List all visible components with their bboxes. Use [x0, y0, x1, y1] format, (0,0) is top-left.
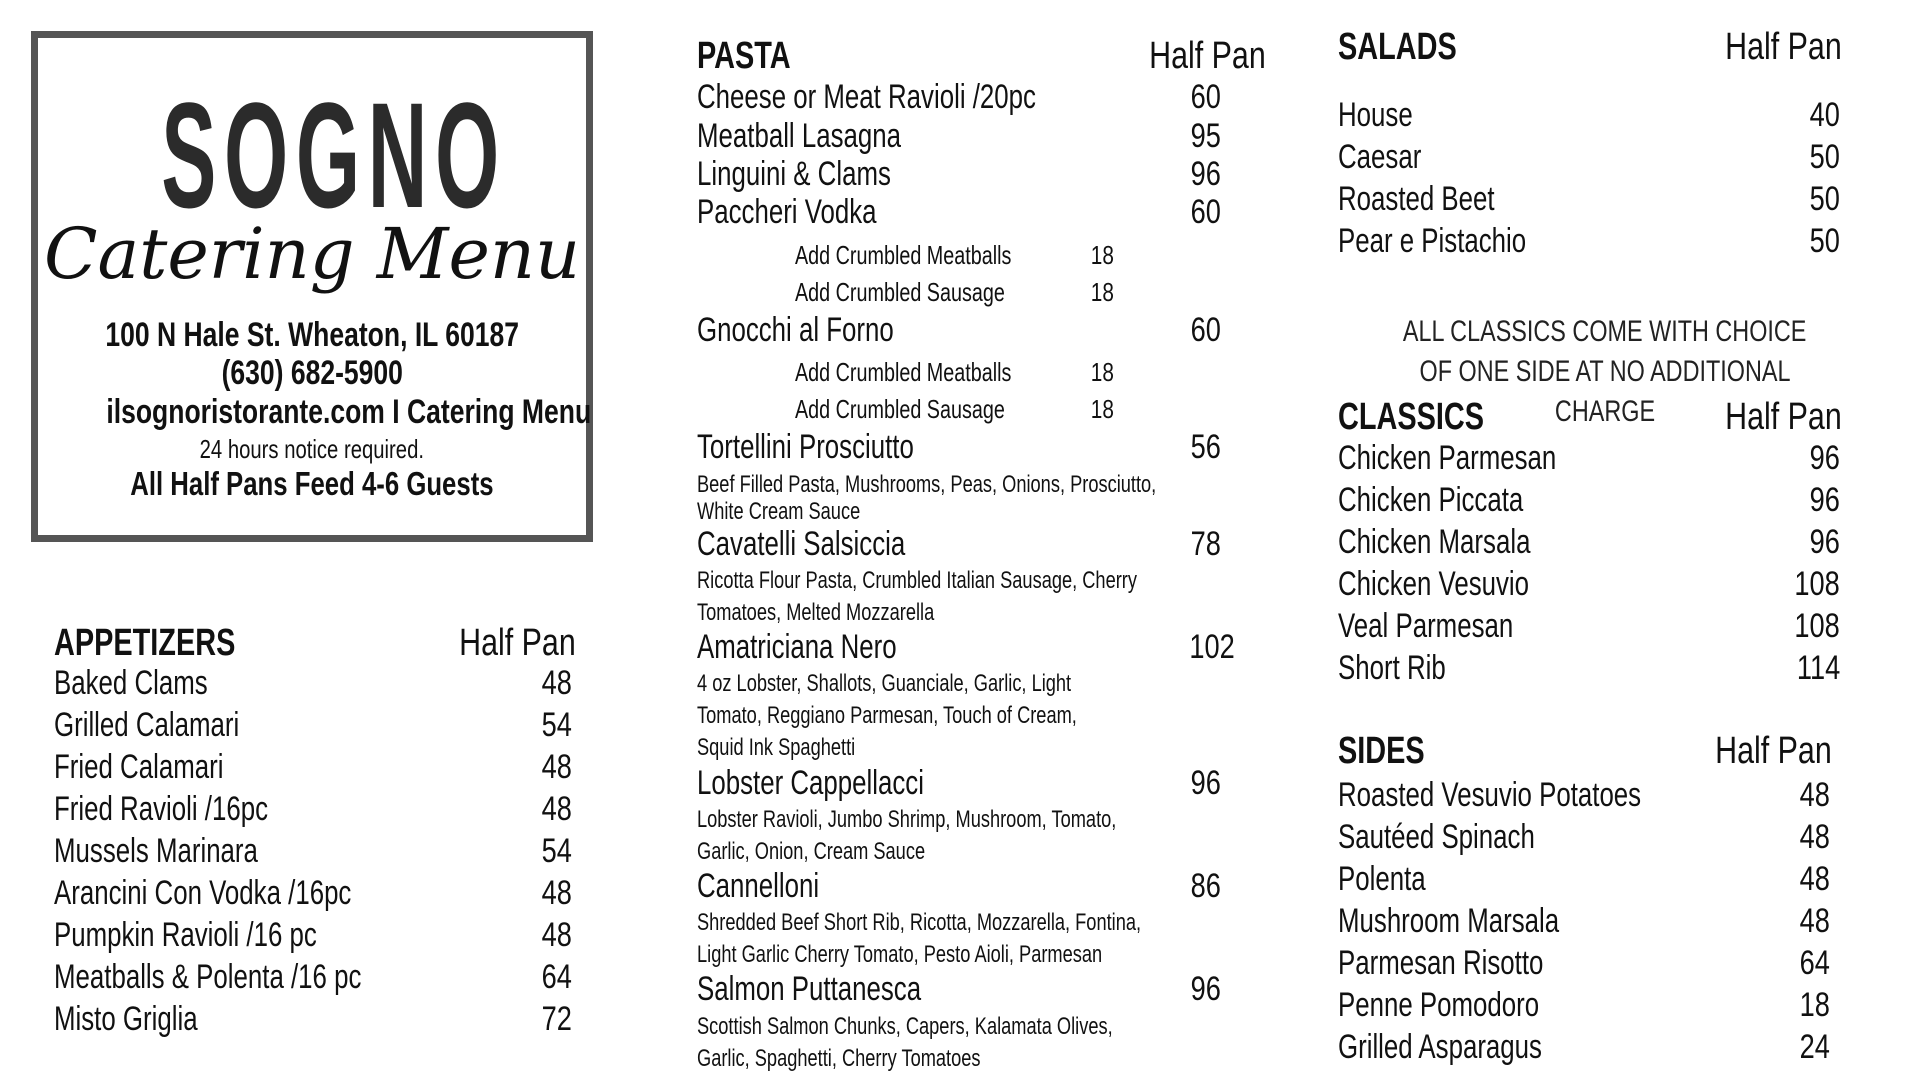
item-price: 96 — [1190, 970, 1221, 1008]
item-name: Grilled Calamari — [54, 706, 240, 744]
section-title: APPETIZERS — [54, 622, 236, 664]
item-price: 50 — [1809, 222, 1840, 260]
item-name: Add Crumbled Sausage — [795, 277, 1005, 307]
item-description: Ricotta Flour Pasta, Crumbled Italian Sausage, Cherry — [697, 567, 1137, 594]
item-price: 96 — [1809, 481, 1840, 519]
menu-item — [1338, 986, 1603, 1025]
item-price: 50 — [1809, 138, 1840, 176]
menu-item — [1338, 481, 1582, 520]
menu-item — [697, 78, 1143, 117]
item-price: 40 — [1809, 96, 1840, 134]
half-pan-header: Half Pan — [1725, 26, 1842, 68]
item-price: 60 — [1190, 78, 1221, 116]
menu-item — [54, 874, 445, 913]
item-name: Chicken Vesuvio — [1338, 565, 1530, 603]
item-name: Add Crumbled Sausage — [795, 394, 1005, 424]
item-price: 56 — [1190, 428, 1221, 466]
item-name: Roasted Vesuvio Potatoes — [1338, 776, 1642, 814]
item-name: Polenta — [1338, 860, 1426, 898]
menu-item — [1338, 944, 1608, 983]
menu-item — [1338, 607, 1569, 646]
item-name: Add Crumbled Meatballs — [795, 240, 1012, 270]
item-name: Chicken Parmesan — [1338, 439, 1557, 477]
menu-item — [54, 1000, 243, 1039]
menu-item — [1338, 776, 1737, 815]
item-description: Beef Filled Pasta, Mushrooms, Peas, Onions, Prosciutto, — [697, 471, 1157, 498]
item-count: 16 pc — [253, 916, 317, 954]
item-price: 95 — [1190, 117, 1221, 155]
item-price: 18 — [1090, 394, 1114, 424]
item-price: 72 — [541, 1000, 572, 1038]
item-name: Gnocchi al Forno — [697, 311, 894, 349]
item-name: Fried Ravioli /16pc — [54, 790, 268, 828]
logo-box — [31, 31, 593, 542]
item-price: 48 — [541, 874, 572, 912]
menu-item — [697, 155, 952, 194]
section-title: SALADS — [1338, 26, 1457, 68]
item-name: Mushroom Marsala — [1338, 902, 1560, 940]
item-name: Roasted Beet — [1338, 180, 1495, 218]
menu-item — [54, 790, 336, 829]
item-name: Baked Clams — [54, 664, 208, 702]
item-description: Shredded Beef Short Rib, Ricotta, Mozzarella, Fontina, — [697, 909, 1142, 936]
menu-item — [54, 958, 458, 997]
menu-item — [1338, 649, 1480, 688]
item-count: 16pc — [211, 790, 268, 828]
address: 100 N Hale St. Wheaton, IL 60187 — [105, 316, 519, 354]
item-price: 48 — [541, 916, 572, 954]
item-name: Pear e Pistachio — [1338, 222, 1527, 260]
item-description: White Cream Sauce — [697, 498, 861, 525]
menu-item — [795, 277, 1071, 308]
item-price: 54 — [541, 706, 572, 744]
item-price: 60 — [1190, 193, 1221, 231]
brand-logo: SOGNO — [161, 71, 507, 239]
feeds-text: All Half Pans Feed 4-6 Guests — [130, 465, 494, 502]
item-price: 24 — [1799, 1028, 1830, 1066]
item-description: Tomato, Reggiano Parmesan, Touch of Cream, — [697, 702, 1077, 729]
menu-item — [697, 628, 960, 667]
item-price: 48 — [1799, 860, 1830, 898]
menu-item — [795, 394, 1071, 425]
item-price: 50 — [1809, 180, 1840, 218]
item-price: 48 — [541, 748, 572, 786]
menu-item — [1338, 222, 1586, 261]
item-description: Tomatoes, Melted Mozzarella — [697, 599, 935, 626]
menu-subtitle: Catering Menu — [43, 213, 581, 295]
item-name: Penne Pomodoro — [1338, 986, 1540, 1024]
menu-item — [697, 193, 933, 232]
item-price: 86 — [1190, 867, 1221, 905]
menu-item — [697, 428, 982, 467]
menu-item — [697, 970, 992, 1009]
item-price: 54 — [541, 832, 572, 870]
item-description: Lobster Ravioli, Jumbo Shrimp, Mushroom, Tomato, — [697, 806, 1117, 833]
item-price: 64 — [1799, 944, 1830, 982]
half-pan-header: Half Pan — [1725, 396, 1842, 438]
item-name: Meatball Lasagna — [697, 117, 902, 155]
item-name: Chicken Piccata — [1338, 481, 1524, 519]
item-name: Amatriciana Nero — [697, 628, 897, 666]
half-pan-header: Half Pan — [1149, 35, 1266, 77]
notice-text: 24 hours notice required. — [199, 434, 425, 464]
menu-item — [1338, 96, 1436, 135]
item-price: 114 — [1796, 649, 1840, 687]
classics-notice: ALL CLASSICS COME WITH CHOICE OF ONE SIDE AT NO ADDITIONAL CHARGE — [1403, 315, 1807, 428]
item-price: 48 — [541, 664, 572, 702]
section-title: CLASSICS — [1338, 396, 1485, 438]
item-name: Caesar — [1338, 138, 1422, 176]
item-name: Cheese or Meat Ravioli /20pc — [697, 78, 1036, 116]
half-pan-header: Half Pan — [459, 622, 576, 664]
item-price: 64 — [541, 958, 572, 996]
item-name: Tortellini Prosciutto — [697, 428, 914, 466]
item-price: 78 — [1190, 525, 1221, 563]
menu-item — [54, 916, 400, 955]
menu-item — [54, 832, 322, 871]
menu-item — [795, 240, 1080, 271]
item-price: 96 — [1190, 764, 1221, 802]
item-description: Garlic, Onion, Cream Sauce — [697, 838, 926, 865]
item-description: Garlic, Spaghetti, Cherry Tomatoes — [697, 1045, 981, 1072]
item-name: Paccheri Vodka — [697, 193, 877, 231]
item-price: 48 — [1799, 902, 1830, 940]
item-name: Chicken Marsala — [1338, 523, 1531, 561]
item-name: Pumpkin Ravioli /16 pc — [54, 916, 317, 954]
item-name: Salmon Puttanesca — [697, 970, 922, 1008]
item-description: Scottish Salmon Chunks, Capers, Kalamata Olives, — [697, 1013, 1113, 1040]
menu-item — [1338, 860, 1453, 899]
item-price: 108 — [1794, 565, 1840, 603]
menu-item — [697, 867, 858, 906]
item-price: 48 — [1799, 818, 1830, 856]
item-name: Mussels Marinara — [54, 832, 258, 870]
item-price: 96 — [1190, 155, 1221, 193]
item-name: Parmesan Risotto — [1338, 944, 1544, 982]
item-description: Squid Ink Spaghetti — [697, 734, 856, 761]
item-name: Grilled Asparagus — [1338, 1028, 1542, 1066]
menu-item — [1338, 818, 1597, 857]
menu-item — [1338, 523, 1591, 562]
menu-item — [1338, 439, 1625, 478]
item-price: 18 — [1090, 240, 1114, 270]
item-name: Misto Griglia — [54, 1000, 198, 1038]
menu-item — [697, 117, 965, 156]
item-price: 18 — [1090, 277, 1114, 307]
menu-item — [54, 748, 277, 787]
item-price: 60 — [1190, 311, 1221, 349]
menu-item — [1338, 180, 1544, 219]
item-price: 102 — [1189, 628, 1235, 666]
item-description: 4 oz Lobster, Shallots, Guanciale, Garlic, Light — [697, 670, 1072, 697]
menu-item — [1338, 902, 1629, 941]
item-name: Cannelloni — [697, 867, 820, 905]
item-name: Sautéed Spinach — [1338, 818, 1535, 856]
item-price: 108 — [1794, 607, 1840, 645]
section-title: SIDES — [1338, 730, 1425, 772]
menu-item — [697, 764, 996, 803]
phone: (630) 682-5900 — [221, 354, 403, 392]
item-count: 20pc — [979, 78, 1036, 116]
half-pan-header: Half Pan — [1715, 730, 1832, 772]
website: ilsognoristorante.com I Catering Menu — [106, 393, 592, 431]
item-name: Cavatelli Salsiccia — [697, 525, 906, 563]
menu-item — [697, 525, 971, 564]
section-title: PASTA — [697, 35, 791, 77]
item-name: Lobster Cappellacci — [697, 764, 924, 802]
item-price: 96 — [1809, 439, 1840, 477]
item-price: 48 — [1799, 776, 1830, 814]
menu-item — [54, 664, 256, 703]
item-count: 16pc — [295, 874, 352, 912]
item-price: 18 — [1090, 357, 1114, 387]
menu-item — [54, 706, 298, 745]
menu-item — [795, 357, 1080, 388]
item-name: Meatballs & Polenta /16 pc — [54, 958, 362, 996]
menu-item — [697, 311, 956, 350]
item-name: Add Crumbled Meatballs — [795, 357, 1012, 387]
menu-item — [1338, 138, 1448, 177]
item-count: 16 pc — [298, 958, 362, 996]
item-name: Veal Parmesan — [1338, 607, 1514, 645]
item-name: Short Rib — [1338, 649, 1446, 687]
item-price: 18 — [1799, 986, 1830, 1024]
item-name: House — [1338, 96, 1413, 134]
item-name: Linguini & Clams — [697, 155, 891, 193]
item-name: Fried Calamari — [54, 748, 224, 786]
menu-item — [1338, 565, 1589, 604]
item-price: 48 — [541, 790, 572, 828]
item-price: 96 — [1809, 523, 1840, 561]
menu-item — [1338, 1028, 1606, 1067]
item-description: Light Garlic Cherry Tomato, Pesto Aioli, Parmesan — [697, 941, 1103, 968]
item-name: Arancini Con Vodka /16pc — [54, 874, 352, 912]
